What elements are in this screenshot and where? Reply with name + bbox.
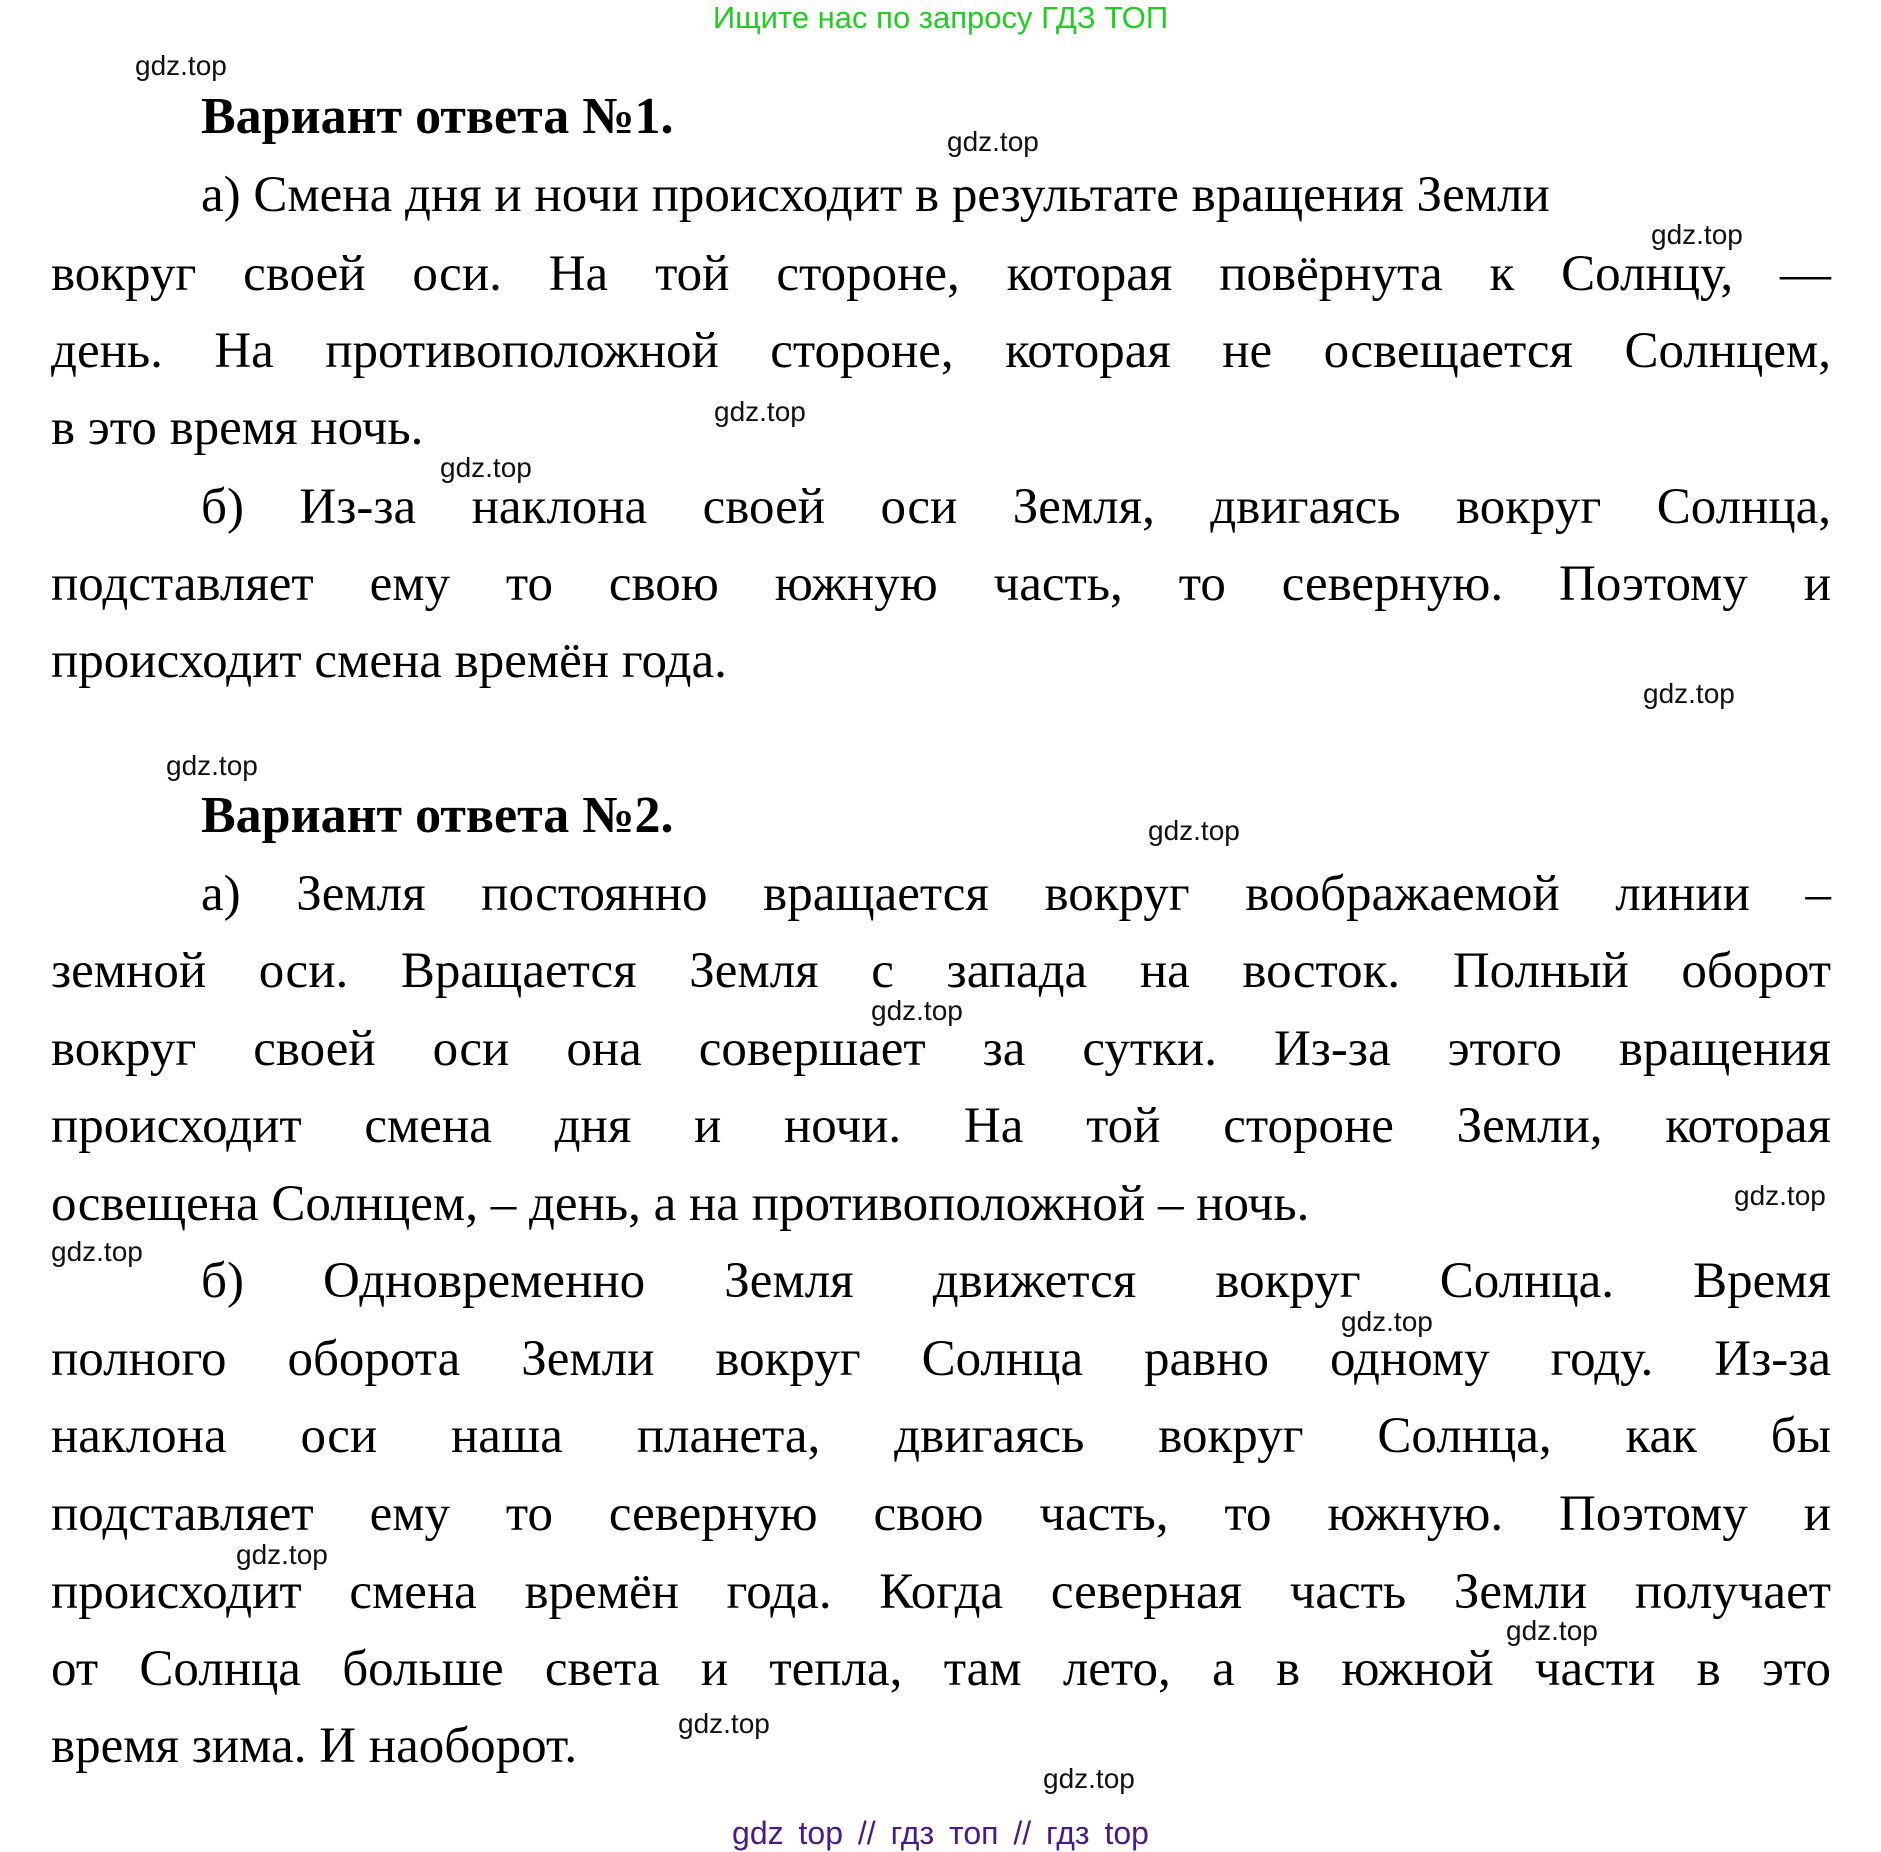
- answer-heading: Вариант ответа №1.: [201, 88, 674, 145]
- text-line: б) Из-за наклона своей оси Земля, двигаясь вокруг Солнца,: [201, 479, 1831, 535]
- watermark-text: gdz.top: [714, 396, 806, 427]
- text-line: освещена Солнцем, – день, а на противоположной – ночь.: [51, 1176, 1310, 1232]
- watermark-text: gdz.top: [1734, 1180, 1826, 1211]
- watermark-text: gdz.top: [51, 1236, 143, 1267]
- text-line: происходит смена времён года. Когда северная часть Земли получает: [51, 1564, 1831, 1620]
- watermark-text: gdz.top: [1341, 1306, 1433, 1337]
- text-line: время зима. И наоборот.: [51, 1718, 578, 1774]
- text-line: б) Одновременно Земля движется вокруг Солнца. Время: [201, 1253, 1831, 1309]
- text-line: вокруг своей оси она совершает за сутки. Из-за этого вращения: [51, 1021, 1831, 1077]
- watermark-text: gdz.top: [1506, 1615, 1598, 1646]
- text-line: от Солнца больше света и тепла, там лето, а в южной части в это: [51, 1641, 1831, 1697]
- watermark-text: gdz.top: [947, 126, 1039, 157]
- search-banner: Ищите нас по запросу ГДЗ ТОП: [712, 0, 1169, 35]
- footer-banner: gdz top // гдз топ // гдз top: [732, 1815, 1149, 1851]
- watermark-text: gdz.top: [678, 1708, 770, 1739]
- text-line: происходит смена времён года.: [51, 633, 727, 689]
- watermark-text: gdz.top: [135, 50, 227, 81]
- text-line: полного оборота Земли вокруг Солнца равно одному году. Из-за: [51, 1331, 1831, 1387]
- watermark-text: gdz.top: [166, 750, 258, 781]
- text-line: а) Смена дня и ночи происходит в результате вращения Земли: [201, 167, 1550, 223]
- text-line: наклона оси наша планета, двигаясь вокруг Солнца, как бы: [51, 1408, 1831, 1464]
- watermark-text: gdz.top: [1148, 815, 1240, 846]
- text-line: день. На противоположной стороне, которая не освещается Солнцем,: [51, 323, 1831, 379]
- answer-heading: Вариант ответа №2.: [201, 787, 674, 844]
- watermark-text: gdz.top: [440, 452, 532, 483]
- text-line: в это время ночь.: [51, 400, 424, 456]
- text-line: а) Земля постоянно вращается вокруг воображаемой линии –: [201, 866, 1831, 922]
- watermark-text: gdz.top: [1651, 219, 1743, 250]
- watermark-text: gdz.top: [236, 1539, 328, 1570]
- text-line: подставляет ему то северную свою часть, то южную. Поэтому и: [51, 1486, 1831, 1542]
- text-line: происходит смена дня и ночи. На той стороне Земли, которая: [51, 1098, 1831, 1154]
- watermark-text: gdz.top: [1643, 678, 1735, 709]
- watermark-text: gdz.top: [871, 995, 963, 1026]
- text-line: вокруг своей оси. На той стороне, которая повёрнута к Солнцу, —: [51, 246, 1831, 302]
- watermark-text: gdz.top: [1043, 1763, 1135, 1794]
- text-line: подставляет ему то свою южную часть, то северную. Поэтому и: [51, 556, 1831, 612]
- text-line: земной оси. Вращается Земля с запада на восток. Полный оборот: [51, 943, 1831, 999]
